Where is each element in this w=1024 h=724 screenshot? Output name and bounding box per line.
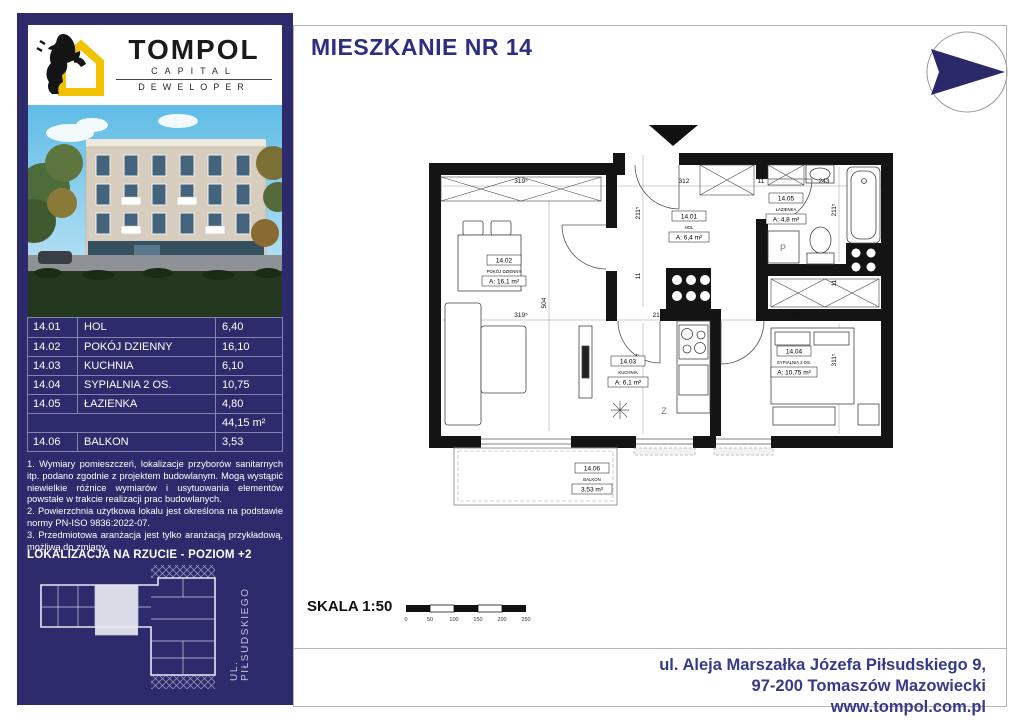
north-arrow (919, 28, 1015, 114)
floorplan (421, 113, 901, 538)
svg-text:14.03: 14.03 (619, 358, 637, 366)
svg-text:POKÓJ DZIENNY: POKÓJ DZIENNY (486, 269, 522, 274)
svg-text:A: 6,4 m²: A: 6,4 m² (675, 234, 703, 242)
building-photo (28, 105, 282, 317)
table-row-total (28, 413, 282, 432)
room-name: KUCHNIA (78, 357, 216, 375)
scale-ticks (404, 617, 530, 623)
room-area: 6,40 (222, 321, 244, 333)
svg-text:345: 345 (793, 312, 805, 319)
mini-floorplan (33, 563, 225, 695)
sink-symbol: Z (661, 406, 667, 416)
svg-text:200: 200 (497, 617, 507, 623)
room-code: 14.03 (28, 357, 78, 375)
bathroom-shaft (846, 243, 881, 276)
lamp-symbol (611, 401, 629, 419)
table-row (28, 394, 282, 413)
hedge (28, 271, 282, 317)
label-hall (669, 211, 709, 242)
svg-text:14.04: 14.04 (785, 348, 803, 356)
room-name: SYPIALNIA 2 OS. (78, 376, 216, 394)
table-row (28, 356, 282, 375)
svg-text:3,53 m²: 3,53 m² (580, 486, 604, 494)
scale-bar (404, 602, 544, 626)
label-living (482, 255, 526, 286)
svg-text:11: 11 (831, 279, 838, 287)
building-cornice (86, 139, 266, 147)
svg-text:319⁵: 319⁵ (514, 178, 528, 185)
entrance-arrow-icon (649, 125, 698, 146)
svg-text:HOL: HOL (684, 225, 694, 230)
hatch-band-top (151, 565, 215, 578)
room-code (28, 414, 78, 432)
svg-text:211⁵: 211⁵ (635, 206, 642, 220)
room-code: 14.06 (28, 433, 78, 451)
room-name: POKÓJ DZIENNY (78, 338, 216, 356)
svg-text:0: 0 (404, 617, 408, 623)
room-name: ŁAZIENKA (78, 395, 216, 413)
car (38, 251, 72, 264)
svg-text:11: 11 (607, 178, 615, 185)
svg-text:504: 504 (541, 297, 548, 309)
logo-capital: CAPITAL (151, 66, 237, 76)
motion-lines (37, 41, 45, 51)
compass-needle (931, 49, 1005, 95)
horse-leg (74, 57, 86, 67)
website-link[interactable]: www.tompol.com.pl (830, 697, 986, 716)
svg-text:312: 312 (678, 178, 690, 185)
svg-text:50: 50 (426, 617, 434, 623)
washer-symbol: P (779, 243, 787, 253)
note-3: 3. Przedmiotowa aranżacja jest tylko aranżacją przykładową, możliwą do zmiany. (27, 529, 283, 552)
room-name (78, 414, 216, 432)
street-label: UL. PIŁSUDSKIEGO (229, 587, 251, 681)
note-2: 2. Powierzchnia użytkowa lokalu jest określona na podstawie normy PN-ISO 9836:2022-07. (27, 506, 283, 528)
svg-text:BALKON: BALKON (583, 477, 601, 482)
svg-text:100: 100 (449, 617, 459, 623)
logo-text (110, 35, 278, 92)
room-area: 6,10 (222, 360, 244, 372)
room-code: 14.04 (28, 376, 78, 394)
svg-text:11: 11 (712, 312, 720, 319)
logo-name: TOMPOL (128, 34, 260, 65)
room-name: BALKON (78, 433, 216, 451)
svg-text:A: 10,75 m²: A: 10,75 m² (777, 369, 811, 377)
svg-text:211⁵: 211⁵ (831, 203, 838, 217)
tompol-logo-icon (34, 32, 106, 98)
address-line-2: 97-200 Tomaszów Mazowiecki (751, 676, 986, 695)
total-area: 44,15 m² (222, 417, 266, 429)
svg-text:14.06: 14.06 (583, 465, 601, 473)
svg-text:KUCHNIA: KUCHNIA (618, 370, 638, 375)
svg-text:250: 250 (521, 617, 531, 623)
svg-text:A: 6,1 m²: A: 6,1 m² (614, 379, 642, 387)
svg-text:14.01: 14.01 (680, 213, 698, 221)
sidebar-panel (17, 13, 293, 705)
address-block (294, 648, 1006, 716)
table-row (28, 337, 282, 356)
table-row (28, 432, 282, 451)
label-bathroom (766, 193, 806, 224)
rooms-table (27, 317, 283, 452)
svg-text:150: 150 (473, 617, 483, 623)
room-area: 16,10 (222, 341, 250, 353)
svg-text:210: 210 (652, 312, 664, 319)
room-area: 10,75 (222, 379, 250, 391)
label-bedroom (771, 346, 817, 377)
svg-text:243: 243 (818, 178, 830, 185)
room-area: 3,53 (222, 436, 244, 448)
logo-box (28, 25, 282, 105)
table-row (28, 375, 282, 394)
svg-text:319⁵: 319⁵ (514, 312, 528, 319)
room-code: 14.02 (28, 338, 78, 356)
page-title: MIESZKANIE NR 14 (311, 34, 533, 60)
svg-text:ŁAZIENKA: ŁAZIENKA (775, 207, 797, 212)
table-row (28, 318, 282, 337)
ventilation-shaft (666, 268, 711, 309)
label-balcony (572, 463, 612, 494)
room-name: HOL (78, 318, 216, 337)
svg-text:A: 4,8 m²: A: 4,8 m² (772, 216, 800, 224)
scale-label: SKALA 1:50 (307, 598, 393, 615)
svg-text:11: 11 (757, 178, 765, 185)
svg-text:14.05: 14.05 (777, 195, 795, 203)
svg-text:11: 11 (605, 312, 613, 319)
svg-text:SYPIALNIA 2 OS.: SYPIALNIA 2 OS. (776, 360, 812, 365)
disclaimer-notes (27, 459, 283, 553)
logo-deweloper: DEWELOPER (138, 82, 250, 92)
content-frame (293, 25, 1007, 716)
location-heading: LOKALIZACJA NA RZUCIE - POZIOM +2 (27, 549, 252, 561)
room-code: 14.05 (28, 395, 78, 413)
svg-text:14.02: 14.02 (495, 257, 513, 265)
logo-divider (116, 79, 272, 80)
svg-text:11: 11 (635, 272, 642, 280)
living-furniture (445, 221, 592, 425)
svg-text:A: 16,1 m²: A: 16,1 m² (489, 278, 519, 286)
room-area: 4,80 (222, 398, 244, 410)
svg-text:311⁵: 311⁵ (831, 353, 838, 367)
room-code: 14.01 (28, 318, 78, 337)
address-line-1: ul. Aleja Marszałka Józefa Piłsudskiego 9, (659, 656, 986, 674)
note-1: 1. Wymiary pomieszczeń, lokalizacje przyborów sanitarnych itp. podano zgodnie z projektem budowlanym. Mogą wystąpić niewielkie różnice wymiarów i usytuowania elementów powstałe w trakcie realizacji prac budowlanych. (27, 459, 283, 505)
hatch-band-bottom (151, 675, 215, 689)
label-kitchen (608, 356, 648, 387)
